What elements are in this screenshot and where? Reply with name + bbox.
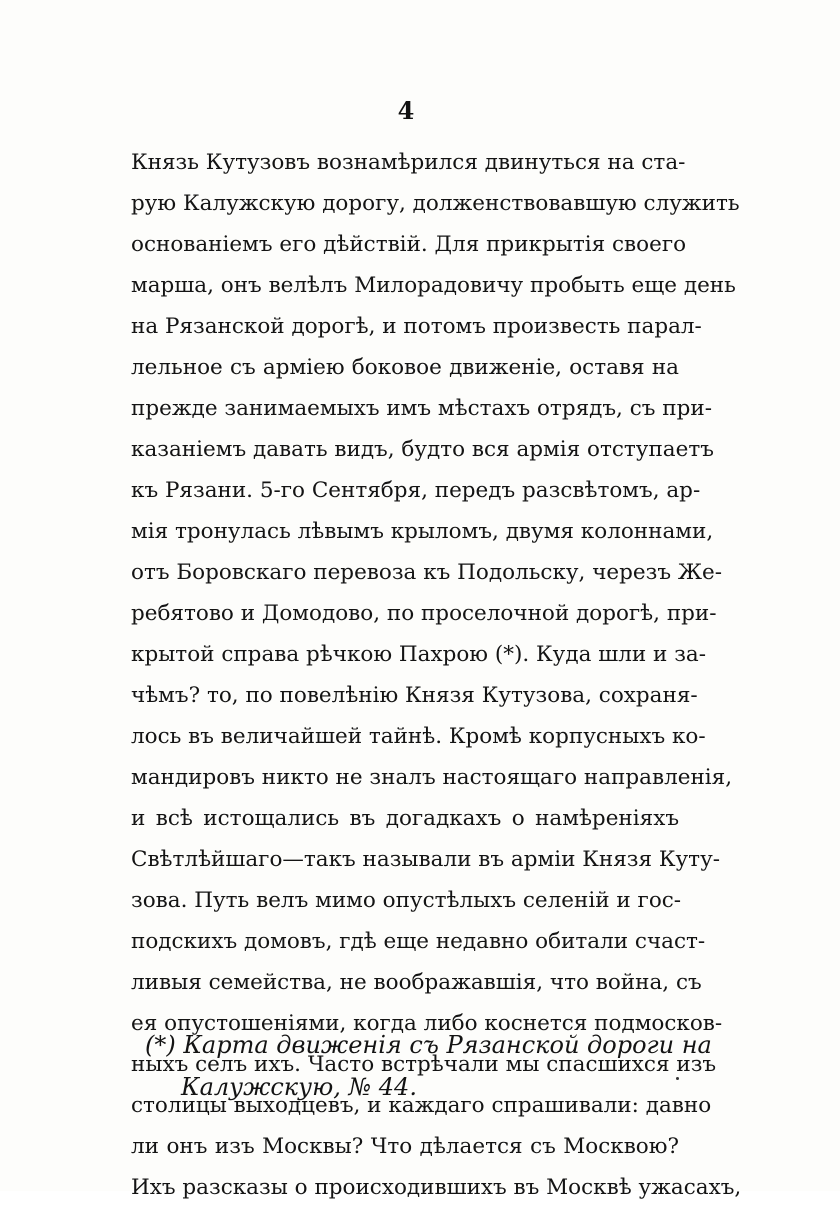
text-line: столицы выходцевъ, и каждаго спрашивали: давно — [131, 1093, 712, 1118]
text-line: Ихъ разсказы о происходившихъ въ Москвѣ ужасахъ, — [131, 1175, 742, 1200]
text-line: отъ Боровскаго перевоза къ Подольску, черезъ Же- — [131, 560, 723, 585]
text-line: рую Калужскую дорогу, долженствовавшую служить — [131, 191, 740, 216]
text-line: зова. Путь велъ мимо опустѣлыхъ селеній и гос- — [131, 888, 682, 913]
text-line: ребятово и Домодово, по проселочной дорогѣ, при- — [131, 601, 717, 626]
text-line: на Рязанской дорогѣ, и потомъ произвесть парал- — [131, 314, 702, 339]
text-line: основаніемъ его дѣйствій. Для прикрытія своего — [131, 232, 687, 257]
text-line: ливыя семейства, не воображавшія, что война, съ — [131, 970, 702, 995]
footnote — [145, 1024, 712, 1108]
text-line: чѣмъ? то, по повелѣнію Князя Кутузова, сохраня- — [131, 683, 698, 708]
text-line: крытой справа рѣчкою Пахрою (*). Куда шли и за- — [131, 642, 707, 667]
text-line: къ Рязани. 5-го Сентября, передъ разсвѣтомъ, ар- — [131, 478, 701, 503]
ink-speck — [676, 1077, 679, 1080]
footnote-line: (*) Карта движенія съ Рязанской дороги на — [145, 1031, 712, 1059]
page-number: 4 — [397, 96, 415, 125]
text-line: Князь Кутузовъ вознамѣрился двинуться на ста- — [131, 150, 686, 175]
text-line: подскихъ домовъ, гдѣ еще недавно обитали счаст- — [131, 929, 706, 954]
text-line: прежде занимаемыхъ имъ мѣстахъ отрядъ, съ при- — [131, 396, 712, 421]
text-line: ли онъ изъ Москвы? Что дѣлается съ Москвою? — [131, 1134, 679, 1159]
footnote-line: Калужскую, № 44. — [181, 1073, 417, 1101]
text-line: лельное съ арміею боковое движеніе, оставя на — [131, 355, 679, 380]
text-line: ея опустошеніями, когда либо коснется подмосков- — [131, 1011, 723, 1036]
text-line: Свѣтлѣйшаго—такъ называли въ арміи Князя Куту- — [131, 847, 720, 872]
text-line: казаніемъ давать видъ, будто вся армія отступаетъ — [131, 437, 714, 462]
text-line: мія тронулась лѣвымъ крыломъ, двумя колоннами, — [131, 519, 714, 544]
text-line: марша, онъ велѣлъ Милорадовичу пробыть еще день — [131, 273, 736, 298]
text-line: лось въ величайшей тайнѣ. Кромѣ корпусныхъ ко- — [131, 724, 706, 749]
text-line: и всѣ истощались въ догадкахъ о намѣреніяхъ — [131, 806, 679, 831]
text-line: ныхъ селъ ихъ. Часто встрѣчали мы спасшихся изъ — [131, 1052, 717, 1077]
text-line: мандировъ никто не зналъ настоящаго направленія, — [131, 765, 733, 790]
